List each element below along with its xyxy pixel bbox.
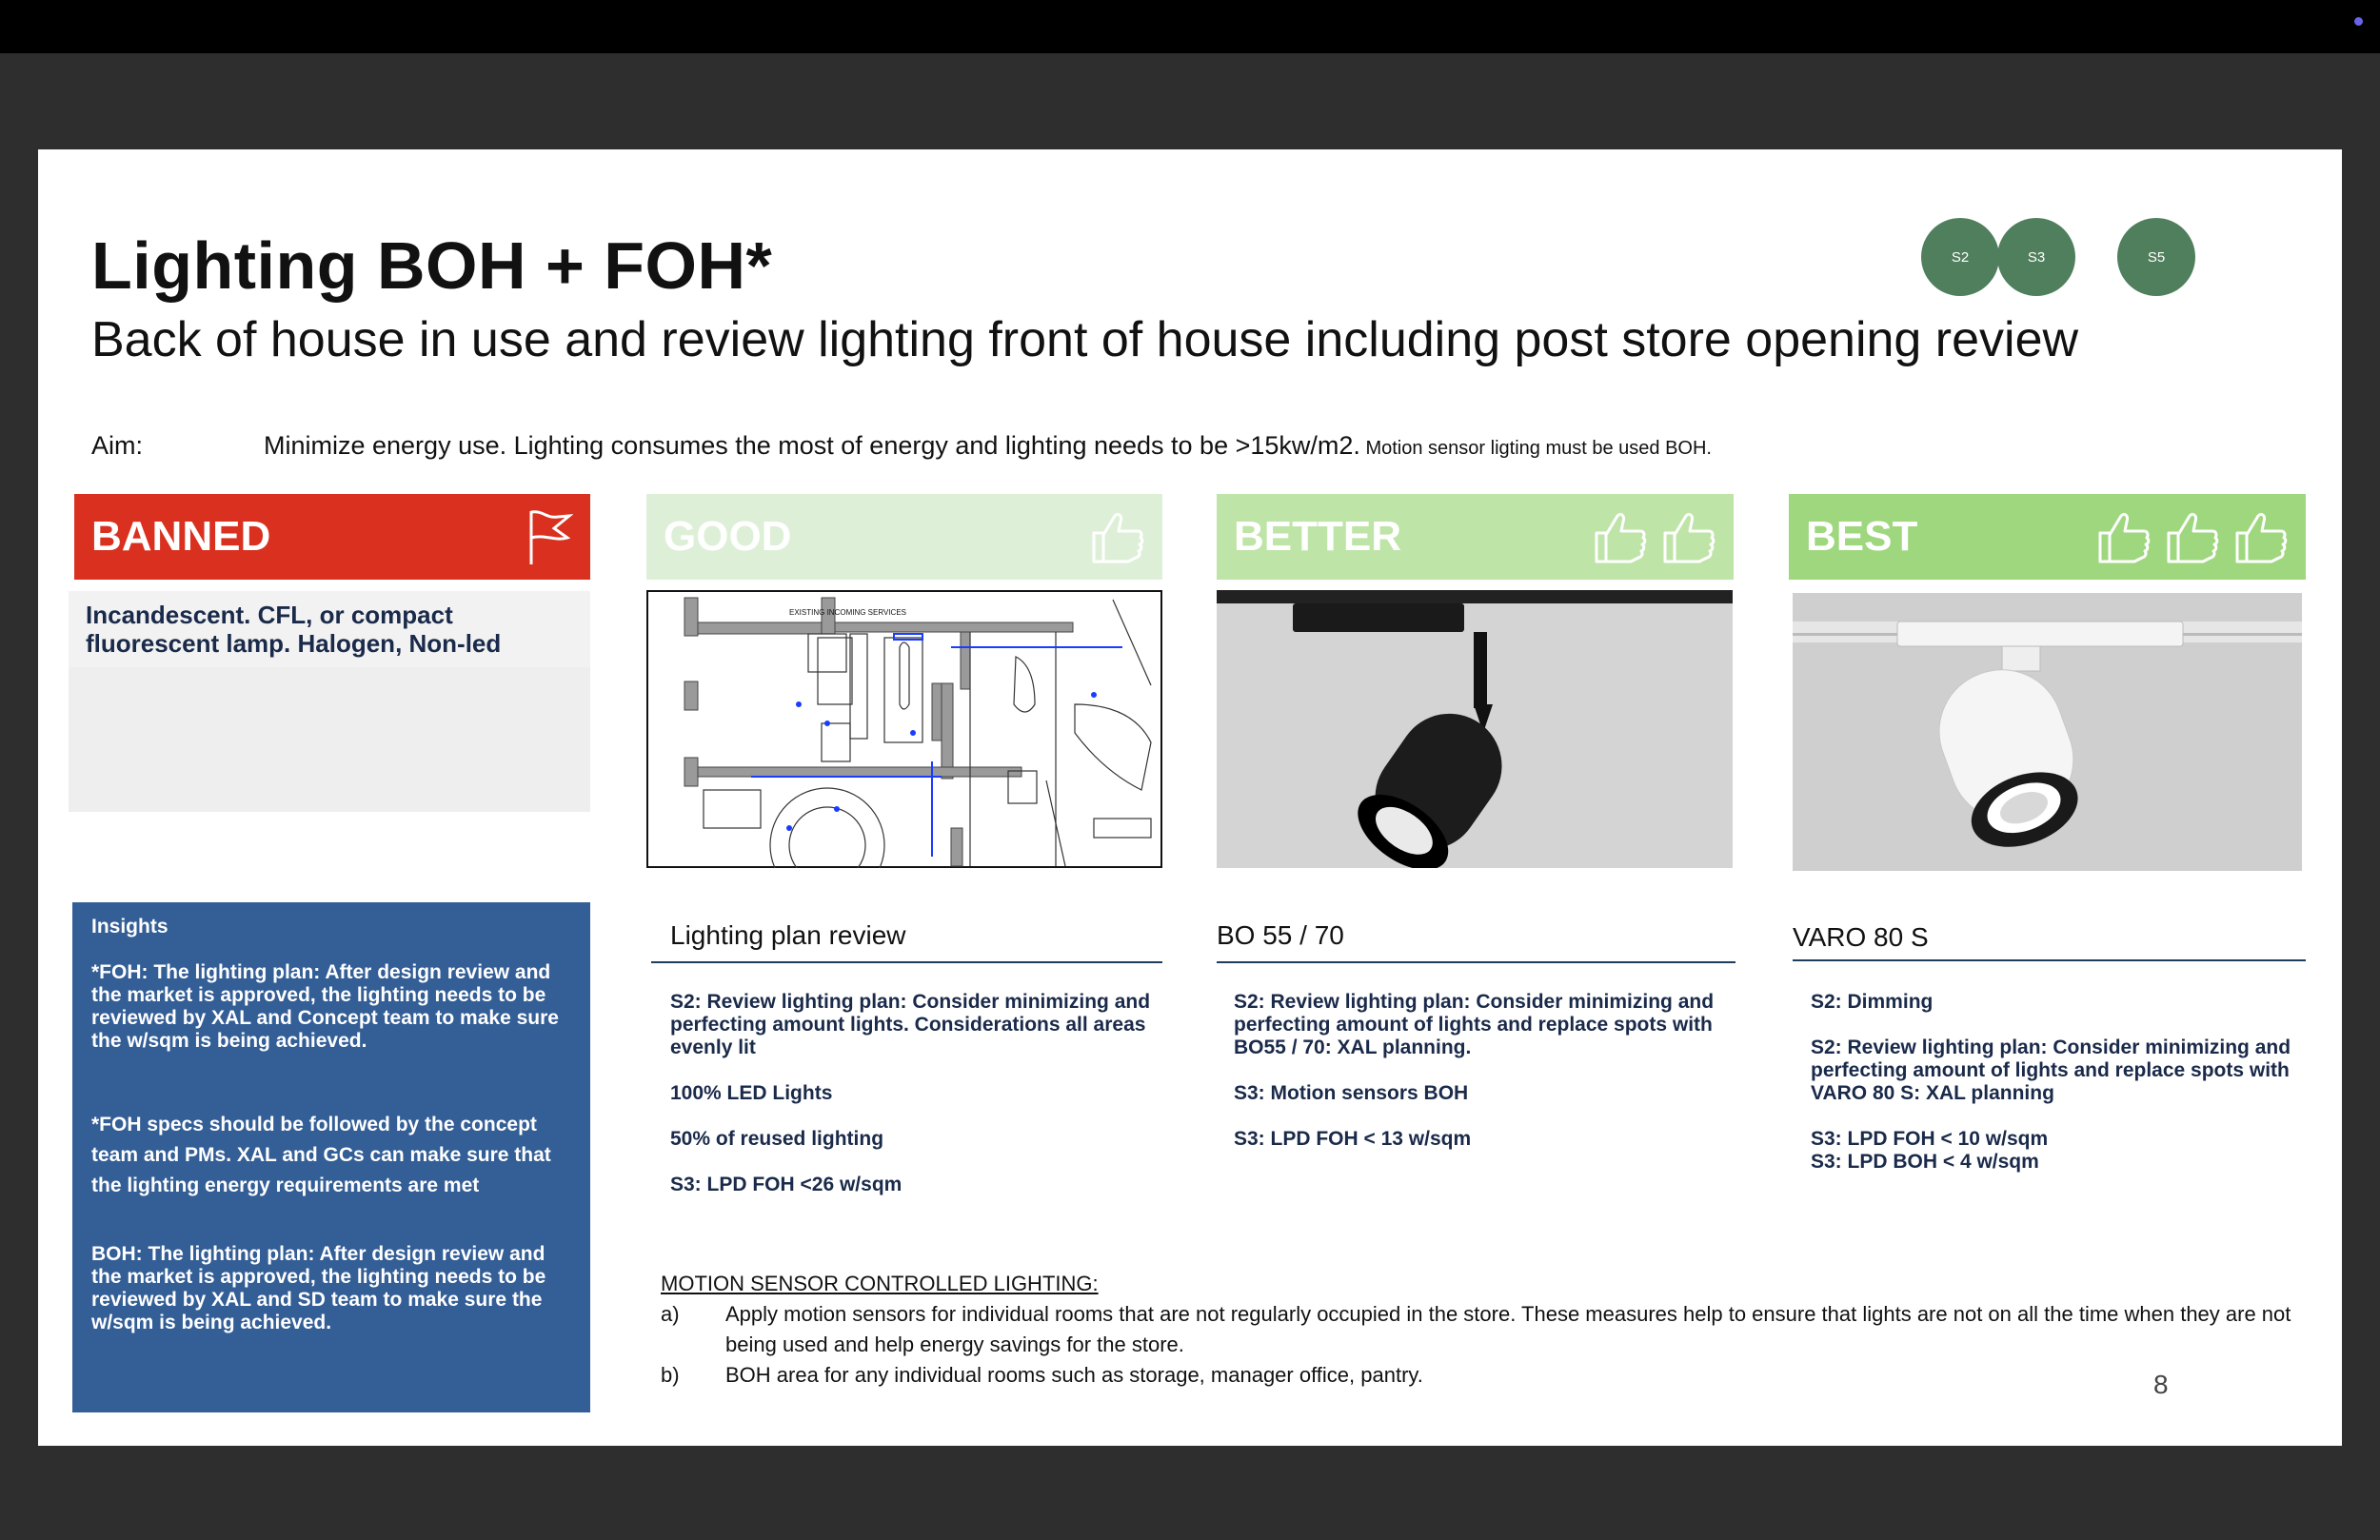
good-line-3: 50% of reused lighting	[670, 1128, 884, 1150]
camera-indicator-icon	[2354, 17, 2363, 26]
best-title: VARO 80 S	[1793, 922, 1929, 952]
good-header	[646, 494, 1162, 580]
bo-55-70-spotlight-image	[1217, 590, 1733, 868]
good-divider	[651, 961, 1162, 963]
motion-item-b	[661, 1360, 2317, 1391]
best-line-2: S2: Review lighting plan: Consider minimizing and perfecting amount of lights and replace spots with VARO 80 S: XAL planning	[1811, 1037, 2291, 1104]
motion-item-b-text: BOH area for any individual rooms such as storage, manager office, pantry.	[725, 1363, 1423, 1387]
aim-label: Aim:	[91, 431, 143, 460]
slide	[38, 149, 2342, 1446]
better-header-label: BETTER	[1234, 513, 1401, 560]
motion-item-b-label: b)	[661, 1363, 680, 1387]
thumbs-up-icon	[2096, 508, 2152, 565]
insights-title: Insights	[91, 916, 169, 938]
stage-badge-s3: S3	[1997, 218, 2075, 296]
motion-item-a-text: Apply motion sensors for individual rooms that are not regularly occupied in the store. These measures help to ensure that lights are not on all the time when they are not being used and help energy savings for the store.	[725, 1302, 2291, 1356]
stage-badge-s5: S5	[2117, 218, 2195, 296]
banned-text: Incandescent. CFL, or compact fluorescent lamp. Halogen, Non-led	[86, 601, 502, 658]
insights-foh-plan: *FOH: The lighting plan: After design review and the market is approved, the lighting needs to be reviewed by XAL and Concept team to make sure the w/sqm is being achieved.	[91, 961, 559, 1052]
insights-boh-plan: BOH: The lighting plan: After design review and the market is approved, the lighting needs to be reviewed by XAL and SD team to make sure the w/sqm is being achieved.	[91, 1243, 546, 1333]
good-line-2: 100% LED Lights	[670, 1082, 833, 1104]
best-line-3: S3: LPD FOH < 10 w/sqm	[1811, 1128, 2049, 1150]
better-title: BO 55 / 70	[1217, 920, 1344, 950]
motion-sensor-section	[661, 1269, 2317, 1391]
good-title: Lighting plan review	[670, 920, 906, 950]
slide-subtitle: Back of house in use and review lighting front of house including post store opening review	[91, 312, 2079, 367]
best-body	[1811, 991, 2306, 1196]
thumbs-up-icon	[1090, 508, 1145, 565]
slide-title: Lighting BOH + FOH*	[91, 228, 773, 303]
thumbs-up-icon	[1661, 508, 1716, 565]
better-line-1: S2: Review lighting plan: Consider minimizing and perfecting amount of lights and replace spots with BO55 / 70: XAL planning.	[1234, 991, 1715, 1058]
aim-text-note: Motion sensor ligting must be used BOH.	[1359, 438, 1712, 459]
best-line-1: S2: Dimming	[1811, 991, 1934, 1013]
aim-text	[264, 431, 1712, 461]
better-header	[1217, 494, 1734, 580]
motion-sensor-title: MOTION SENSOR CONTROLLED LIGHTING:	[661, 1272, 1099, 1295]
insights-box	[72, 902, 590, 1412]
best-header	[1789, 494, 2306, 580]
page-number: 8	[2153, 1370, 2169, 1399]
banned-content-box	[69, 591, 590, 812]
better-body	[1234, 991, 1729, 1174]
aim-text-main: Minimize energy use. Lighting consumes the most of energy and lighting needs to be >15kw/m2.	[264, 431, 1360, 460]
window-top-bar	[0, 0, 2380, 53]
banned-header	[74, 494, 590, 580]
best-header-label: BEST	[1806, 513, 1918, 560]
floor-plan-label: EXISTING INCOMING SERVICES	[789, 608, 906, 617]
insights-foh-specs: *FOH specs should be followed by the concept team and PMs. XAL and GCs can make sure that the lighting energy requirements are met	[91, 1114, 551, 1196]
lighting-floor-plan-image	[646, 590, 1162, 868]
better-divider	[1217, 961, 1735, 963]
good-line-4: S3: LPD FOH <26 w/sqm	[670, 1174, 902, 1195]
stage-badge-s2: S2	[1921, 218, 1999, 296]
flag-icon	[526, 507, 573, 566]
good-line-1: S2: Review lighting plan: Consider minimizing and perfecting amount lights. Considerations all areas evenly lit	[670, 991, 1151, 1058]
varo-80-s-spotlight-image	[1793, 593, 2302, 871]
better-line-2: S3: Motion sensors BOH	[1234, 1082, 1469, 1104]
thumbs-up-icon	[1593, 508, 1648, 565]
thumbs-up-icon	[2165, 508, 2220, 565]
motion-item-a-label: a)	[661, 1302, 680, 1326]
good-body	[670, 991, 1156, 1219]
thumbs-up-icon	[2233, 508, 2289, 565]
motion-item-a	[661, 1299, 2317, 1360]
best-divider	[1793, 959, 2306, 961]
better-line-3: S3: LPD FOH < 13 w/sqm	[1234, 1128, 1472, 1150]
best-line-4: S3: LPD BOH < 4 w/sqm	[1811, 1151, 2039, 1173]
banned-header-label: BANNED	[91, 513, 271, 560]
good-header-label: GOOD	[664, 513, 792, 560]
